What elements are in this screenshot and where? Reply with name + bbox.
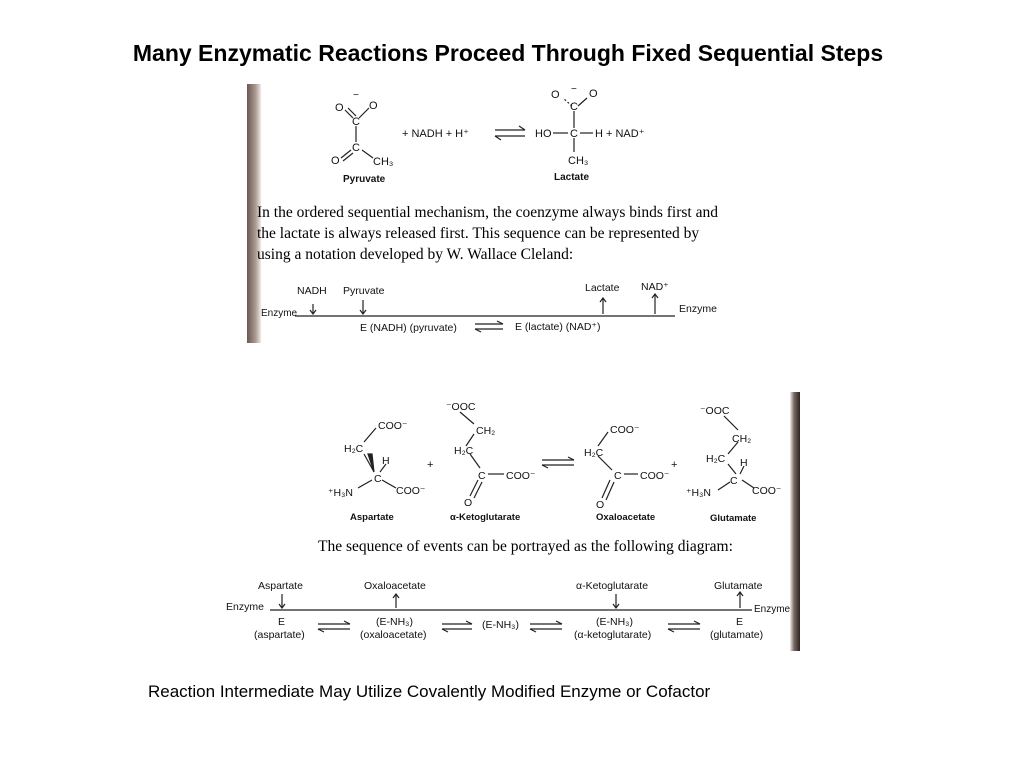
structure-atom-label: Oxaloacetate xyxy=(364,580,426,592)
structure-atom-label: HO xyxy=(535,128,552,140)
structure-atom-label: COO⁻ xyxy=(378,420,408,432)
structure-atom-label: Glutamate xyxy=(714,580,763,592)
structure-atom-label: C xyxy=(730,475,738,487)
structure-atom-label: + xyxy=(427,459,434,471)
lactate-dehydrogenase-figure xyxy=(247,84,740,343)
structure-atom-label: Pyruvate xyxy=(343,285,385,297)
structure-atom-label: E (NADH) (pyruvate) xyxy=(360,322,457,334)
structure-atom-label: H xyxy=(382,455,390,467)
structure-atom-label: H + NAD⁺ xyxy=(595,128,645,140)
structure-atom-label: H xyxy=(740,457,748,469)
structure-atom-label: COO⁻ xyxy=(752,485,782,497)
structure-atom-label: H₂C xyxy=(454,445,474,457)
structure-atom-label: (E-NH₃) xyxy=(376,616,413,628)
structure-atom-label: O xyxy=(464,497,473,509)
structure-atom-label: Enzyme xyxy=(226,601,264,613)
figure2-drawing xyxy=(224,392,800,651)
structure-atom-label: C xyxy=(374,473,382,485)
structure-atom-label: E xyxy=(278,616,286,628)
structure-atom-label: α-Ketoglutarate xyxy=(576,580,649,592)
slide-caption: Reaction Intermediate May Utilize Covalently Modified Enzyme or Cofactor xyxy=(148,682,711,701)
slide-title: Many Enzymatic Reactions Proceed Through Fixed Sequential Steps xyxy=(132,40,884,66)
structure-atom-label: (aspartate) xyxy=(254,629,305,641)
structure-atom-label: NAD⁺ xyxy=(641,281,669,293)
charge-minus: − xyxy=(353,90,359,101)
structure-atom-label: (oxaloacetate) xyxy=(360,629,427,641)
structure-atom-label: ⁻OOC xyxy=(446,401,476,413)
glutamate-label: Glutamate xyxy=(710,513,757,524)
structure-atom-label: O xyxy=(596,499,605,511)
structure-atom-label: Enzyme xyxy=(679,303,717,315)
structure-atom-label: Enzyme xyxy=(261,308,298,319)
structure-atom-label: C xyxy=(352,116,360,128)
structure-atom-label: (E-NH₃) xyxy=(482,619,519,631)
structure-atom-label: O xyxy=(589,88,598,100)
structure-atom-label: H₂C xyxy=(344,443,364,455)
structure-atom-label: COO⁻ xyxy=(640,470,670,482)
oxaloacetate-label: Oxaloacetate xyxy=(596,512,656,523)
structure-atom-label: CH₂ xyxy=(732,433,752,445)
structure-atom-label: ⁺H₃N xyxy=(686,487,711,499)
structure-atom-label: (E-NH₃) xyxy=(596,616,633,628)
structure-atom-label: O xyxy=(551,89,560,101)
structure-atom-label: Enzyme xyxy=(754,604,791,615)
structure-atom-label: ⁻OOC xyxy=(700,405,730,417)
reaction-reagents: + NADH + H⁺ xyxy=(402,128,469,140)
pyruvate-label: Pyruvate xyxy=(343,174,386,185)
aminotransferase-figure xyxy=(224,392,800,651)
structure-atom-label: E (lactate) (NAD⁺) xyxy=(515,321,601,333)
structure-atom-label: O xyxy=(369,100,378,112)
structure-atom-label: C xyxy=(570,101,578,113)
lactate-label: Lactate xyxy=(554,172,590,183)
structure-atom-label: ⁺H₃N xyxy=(328,487,353,499)
structure-atom-label: COO⁻ xyxy=(506,470,536,482)
structure-atom-label: E xyxy=(736,616,744,628)
structure-atom-label: C xyxy=(570,128,578,140)
structure-atom-label: H₂C xyxy=(584,447,604,459)
structure-atom-label: CH₃ xyxy=(373,156,394,168)
structure-atom-label: O xyxy=(335,102,344,114)
structure-atom-label: COO⁻ xyxy=(610,424,640,436)
structure-atom-label: C xyxy=(352,142,360,154)
structure-atom-label: H₂C xyxy=(706,453,726,465)
structure-atom-label: CH₂ xyxy=(476,425,496,437)
structure-atom-label: Aspartate xyxy=(258,580,303,592)
structure-atom-label: NADH xyxy=(297,285,327,297)
structure-atom-label: − xyxy=(571,84,577,95)
structure-atom-label: O xyxy=(331,155,340,167)
structure-atom-label: Lactate xyxy=(585,282,620,294)
structure-atom-label: (α-ketoglutarate) xyxy=(574,629,652,641)
structure-atom-label: C xyxy=(478,470,486,482)
structure-atom-label: COO⁻ xyxy=(396,485,426,497)
diagram-sentence: The sequence of events can be portrayed as the following diagram: xyxy=(318,538,733,555)
structure-atom-label: CH₃ xyxy=(568,155,589,167)
cleland-paragraph: In the ordered sequential mechanism, the coenzyme always binds first and the lactate is always released first. This sequence can be represented by using a notation developed by W. Wallace Cleland: xyxy=(257,204,718,263)
aspartate-label: Aspartate xyxy=(350,512,394,523)
structure-atom-label: (glutamate) xyxy=(710,629,764,641)
ketoglutarate-label: α-Ketoglutarate xyxy=(450,512,521,523)
structure-atom-label: + xyxy=(671,459,678,471)
structure-atom-label: C xyxy=(614,470,622,482)
